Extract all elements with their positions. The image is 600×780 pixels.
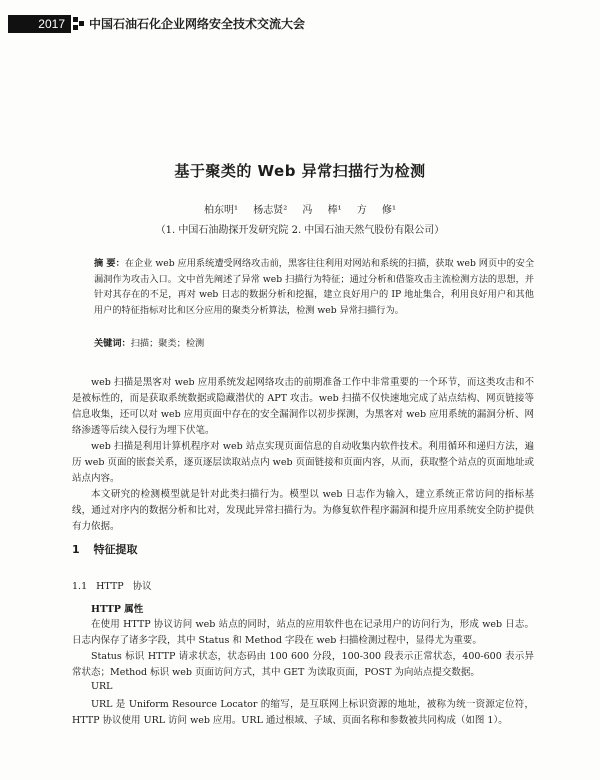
section1-body-url: [72, 697, 534, 729]
section-heading-1: 1 特征提取: [72, 543, 138, 556]
conference-logo-icon: [73, 17, 85, 31]
keywords-label: 关键词：: [94, 338, 131, 349]
abstract-text: 在企业 web 应用系统遭受网络攻击前，黑客往往利用对网站和系统的扫描，获取 web 网页中的安全漏洞作为攻击入口。文中首先阐述了异常 web 扫描行为特征；通过分析和借鉴攻击主流检测方法的思想，并针对其存在的不足，再对 web 日志的数据分析和挖掘，建立良好用户的 IP 地址集合，利用良好用户和其他用户的特征指标对比和区分应用的聚类分析算法，检测 web 异常扫描行为。: [94, 258, 535, 316]
affiliations: （1. 中国石油勘探开发研究院 2. 中国石油天然气股份有限公司）: [155, 225, 445, 236]
section1-paragraph-2: Status 标识 HTTP 请求状态，状态码由 100 600 分段，100-300 段表示正常状态，400-600 表示异常状态；Method 标识 web 页面访问方式，其中 GET 为读取页面，POST 为向站点提交数据。: [72, 651, 534, 678]
header-year: 2017: [38, 17, 65, 31]
header-year-badge: [8, 15, 71, 33]
abstract: [94, 256, 534, 318]
author-list: 柏东明¹ 杨志贤² 冯 棒¹ 方 修¹: [204, 205, 396, 216]
subsection-heading-1-1: 1.1 HTTP 协议: [72, 581, 152, 592]
intro-paragraph-3: 本文研究的检测模型就是针对此类扫描行为。模型以 web 日志作为输入，建立系统正常访问的指标基线，通过对序内的数据分析和比对，发现此异常扫描行为。为修复软件程序漏洞和提升应用系统安全防护提供有力依据。: [72, 489, 534, 532]
abstract-label: 摘 要：: [94, 258, 125, 269]
http-attr-label: HTTP 属性: [91, 604, 144, 615]
keywords-text: 扫描；聚类；检测: [130, 338, 205, 349]
url-label: URL: [91, 681, 113, 692]
intro-paragraph-1: web 扫描是黑客对 web 应用系统发起网络攻击的前期准备工作中非常重要的一个环节，而这类攻击和不是被标性的，而是获取系统数据或隐藏潜伏的 APT 攻击。web 扫描不仅快速地完成了站点结构、网页链接等信息收集，还可以对 web 应用页面中存在的安全漏洞作以初步探测，为黑客对 web 应用系统的漏洞分析、网络渗透等后续入侵行为埋下伏笔。: [72, 377, 534, 436]
section1-body: [72, 617, 534, 681]
section1-paragraph-3: URL 是 Uniform Resource Locator 的缩写，是互联网上标识资源的地址，被称为统一资源定位符，HTTP 协议使用 URL 访问 web 应用。URL 通过根域、子域、页面名称和参数被共同构成（如图 1）。: [72, 699, 534, 726]
intro-paragraph-2: web 扫描是利用计算机程序对 web 站点实现页面信息的自动收集内软件技术。利用循环和递归方法，遍历 web 页面的嵌套关系，逐页逐层读取站点内 web 页面链接和页面内容，从而，获取整个站点的页面地址或站点内容。: [72, 441, 534, 484]
paper-title: 基于聚类的 Web 异常扫描行为检测: [174, 162, 426, 180]
intro-section: [72, 375, 534, 535]
keywords: [94, 336, 534, 351]
conference-title: 中国石油石化企业网络安全技术交流大会: [89, 17, 306, 31]
section1-paragraph-1: 在使用 HTTP 协议访问 web 站点的同时，站点的应用软件也在记录用户的访问行为，形成 web 日志。日志内保存了诸多字段，其中 Status 和 Method 字段在 web 扫描检测过程中，显得尤为重要。: [72, 619, 534, 646]
